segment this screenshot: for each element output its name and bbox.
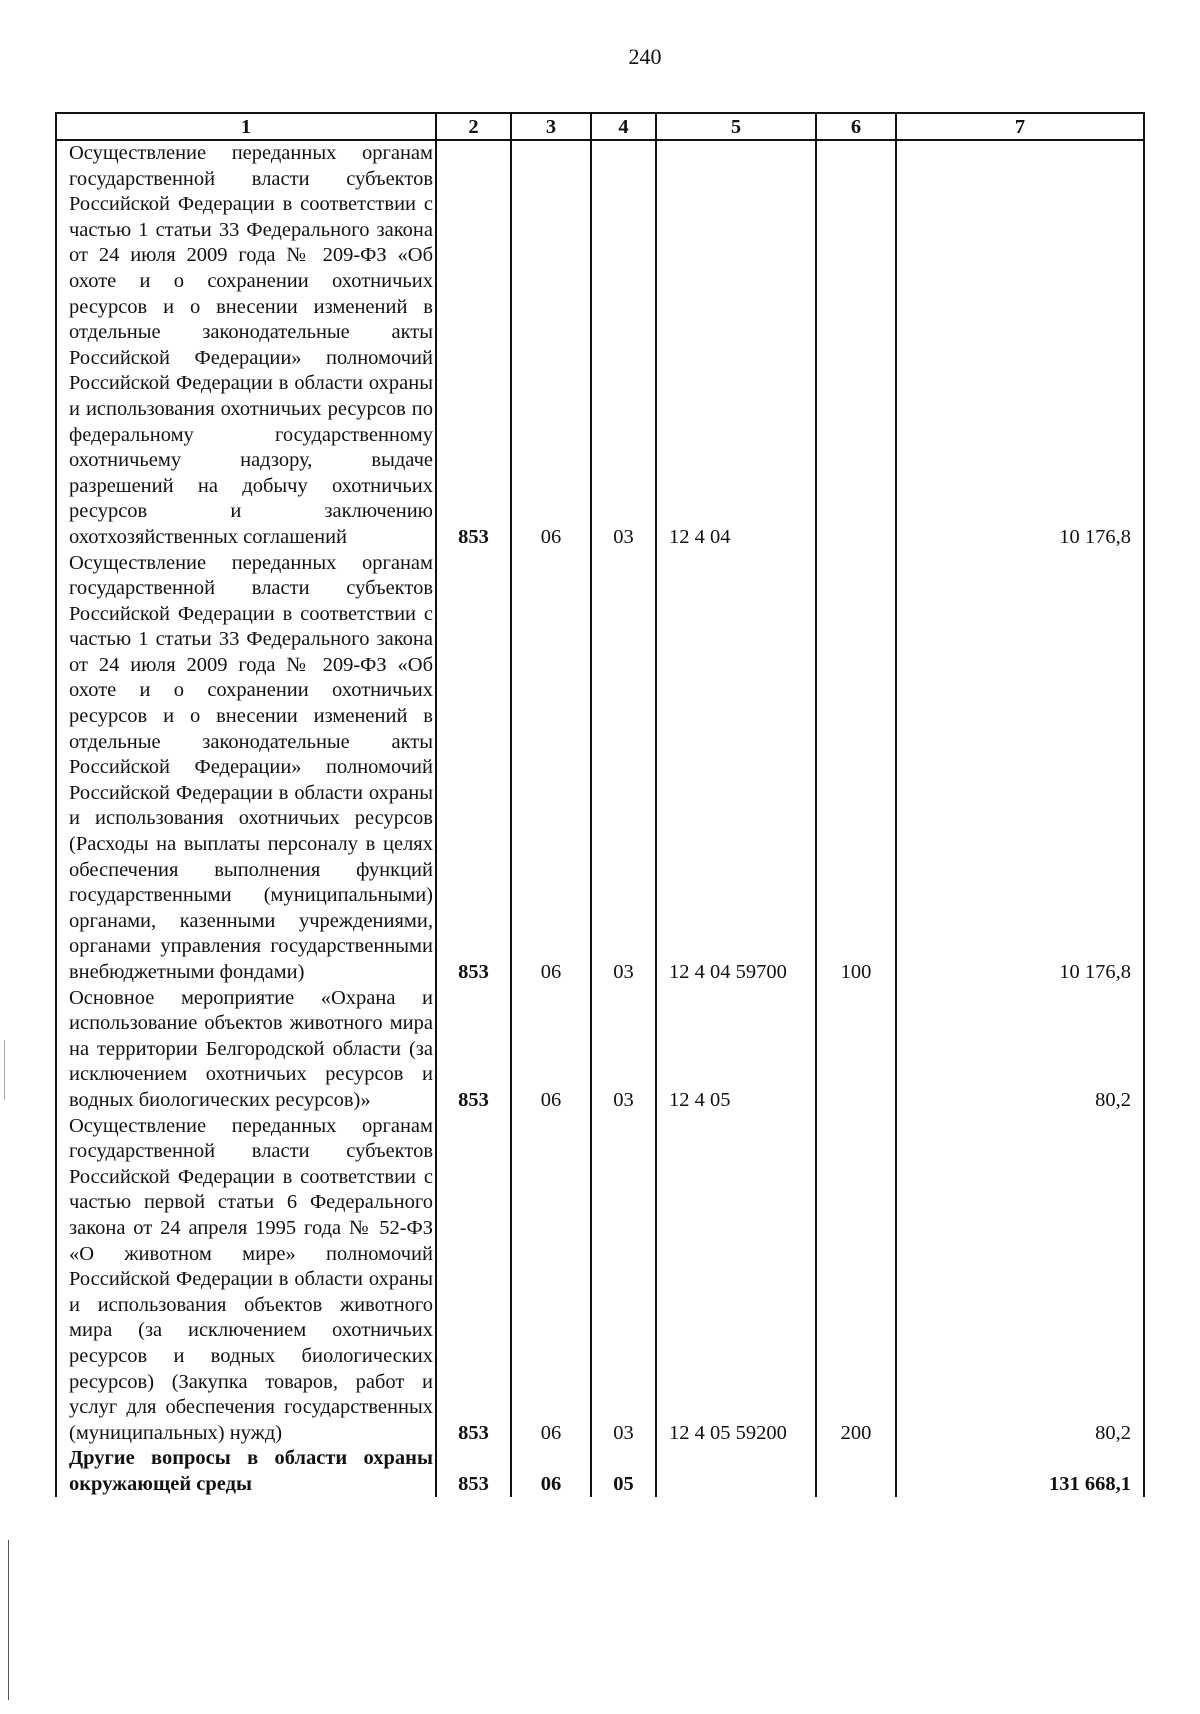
row-ministry-code: 853	[436, 140, 511, 551]
row-section: 06	[511, 1446, 591, 1497]
column-header: 6	[816, 113, 896, 140]
row-expense-type	[816, 1446, 896, 1497]
row-amount: 10 176,8	[896, 140, 1144, 551]
column-header: 4	[591, 113, 656, 140]
row-section: 06	[511, 1114, 591, 1447]
row-description: Осуществление переданных органам государственной власти субъектов Российской Федерации в соответствии с частью первой статьи 6 Федерального закона от 24 апреля 1995 года № 52-ФЗ «О животном мире» полномочий Российской Федерации в области охраны и использования объектов животного мира (за исключением охотничьих ресурсов и водных биологических ресурсов) (Закупка товаров, работ и услуг для обеспечения государственных (муниципальных) нужд)	[56, 1114, 436, 1447]
row-subsection: 03	[591, 986, 656, 1114]
row-subsection: 03	[591, 1114, 656, 1447]
row-target-article	[656, 1446, 816, 1497]
row-description: Основное мероприятие «Охрана и использование объектов животного мира на территории Белгородской области (за исключением охотничьих ресурсов и водных биологических ресурсов)»	[56, 986, 436, 1114]
column-header: 5	[656, 113, 816, 140]
scan-margin-line	[8, 1540, 9, 1700]
table-row	[56, 986, 1144, 1114]
row-section: 06	[511, 140, 591, 551]
row-expense-type	[816, 140, 896, 551]
column-header: 7	[896, 113, 1144, 140]
row-target-article: 12 4 04 59700	[656, 551, 816, 986]
row-ministry-code: 853	[436, 986, 511, 1114]
row-ministry-code: 853	[436, 551, 511, 986]
table-row	[56, 551, 1144, 986]
row-amount: 131 668,1	[896, 1446, 1144, 1497]
row-description: Осуществление переданных органам государственной власти субъектов Российской Федерации в соответствии с частью 1 статьи 33 Федерального закона от 24 июля 2009 года № 209-ФЗ «Об охоте и о сохранении охотничьих ресурсов и о внесении изменений в отдельные законодательные акты Российской Федерации» полномочий Российской Федерации в области охраны и использования охотничьих ресурсов (Расходы на выплаты персоналу в целях обеспечения выполнения функций государственными (муниципальными) органами, казенными учреждениями, органами управления государственными внебюджетными фондами)	[56, 551, 436, 986]
header-row	[56, 113, 1144, 140]
row-subsection: 03	[591, 140, 656, 551]
column-header: 3	[511, 113, 591, 140]
row-amount: 80,2	[896, 986, 1144, 1114]
row-subsection: 03	[591, 551, 656, 986]
row-expense-type	[816, 986, 896, 1114]
column-header: 2	[436, 113, 511, 140]
scan-margin-mark	[4, 1040, 5, 1100]
row-ministry-code: 853	[436, 1446, 511, 1497]
row-amount: 80,2	[896, 1114, 1144, 1447]
row-description: Осуществление переданных органам государственной власти субъектов Российской Федерации в соответствии с частью 1 статьи 33 Федерального закона от 24 июля 2009 года № 209-ФЗ «Об охоте и о сохранении охотничьих ресурсов и о внесении изменений в отдельные законодательные акты Российской Федерации» полномочий Российской Федерации в области охраны и использования охотничьих ресурсов по федеральному государственному охотничьему надзору, выдаче разрешений на добычу охотничьих ресурсов и заключению охотхозяйственных соглашений	[56, 140, 436, 551]
column-header: 1	[56, 113, 436, 140]
row-amount: 10 176,8	[896, 551, 1144, 986]
page-number: 240	[628, 44, 662, 69]
row-target-article: 12 4 05 59200	[656, 1114, 816, 1447]
row-section: 06	[511, 551, 591, 986]
row-target-article: 12 4 04	[656, 140, 816, 551]
table-row	[56, 140, 1144, 551]
row-section: 06	[511, 986, 591, 1114]
table-row	[56, 1114, 1144, 1447]
row-description: Другие вопросы в области охраны окружающей среды	[56, 1446, 436, 1497]
row-expense-type: 100	[816, 551, 896, 986]
row-ministry-code: 853	[436, 1114, 511, 1447]
table-row-total	[56, 1446, 1144, 1497]
row-target-article: 12 4 05	[656, 986, 816, 1114]
row-expense-type: 200	[816, 1114, 896, 1447]
budget-table	[55, 112, 1145, 1497]
row-subsection: 05	[591, 1446, 656, 1497]
